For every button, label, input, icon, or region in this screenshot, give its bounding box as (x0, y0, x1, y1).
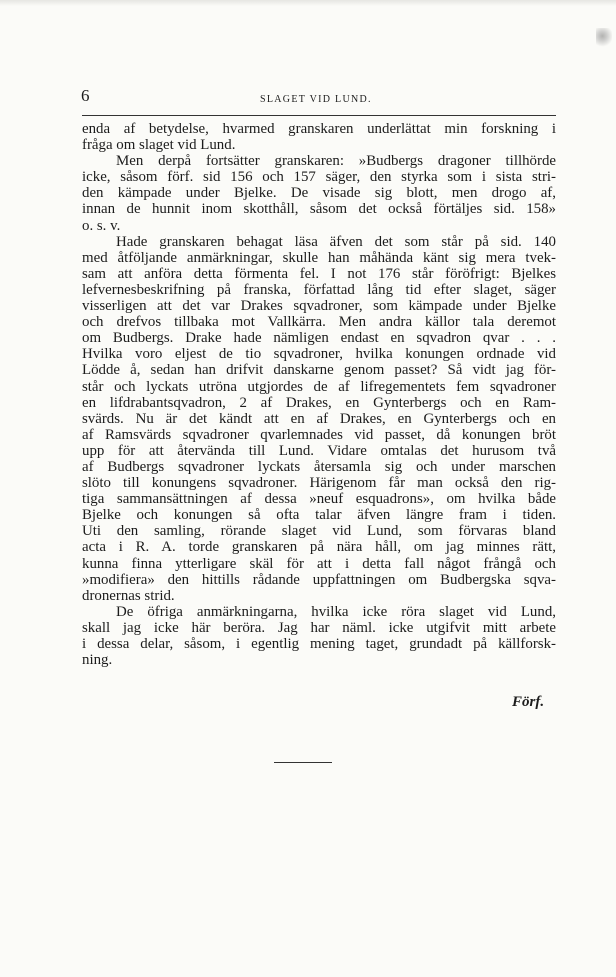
text-line: om Budbergs. Drake hade nämligen endast en sqvadron qvar . . . (82, 330, 556, 347)
text-line: Bjelke och konungen så ofta talar äfven längre fram i tiden. (82, 507, 556, 524)
text-line: Lödde å, sedan han drifvit danskarne genom passet? Så vidt jag för- (82, 362, 556, 379)
text-line: acta i R. A. torde granskaren på nära håll, om jag minnes rätt, (82, 539, 556, 556)
text-line: sam att anföra detta förmenta fel. I not 176 står föröfrigt: Bjelkes (82, 265, 556, 282)
text-line: med åtföljande anmärkningar, skulle han måhända känt sig mera tvek- (82, 249, 556, 266)
text-line: kunna finna ytterligare skäl för att i detta fall något frångå och (82, 555, 556, 572)
text-line: o. s. v. (82, 217, 121, 234)
text-line: och drefvos tillbaka mot Vallkärra. Men andra källor tala deremot (82, 314, 556, 331)
text-line: icke, såsom förf. sid 156 och 157 säger, den styrka som i sista stri- (82, 169, 556, 186)
text-line: en lifdrabantsqvadron, 2 af Drakes, en Gynterbergs och en Ram- (82, 394, 556, 411)
text-line: i dessa delar, såsom, i egentlig mening taget, grundadt på källforsk- (82, 636, 556, 652)
text-line: Hade granskaren behagat läsa äfven det som står på sid. 140 (116, 233, 556, 250)
text-line: af Ramsvärds sqvadroner qvarlemnades vid passet, då konungen bröt (82, 426, 556, 443)
scan-speck (596, 28, 612, 48)
text-line: De öfriga anmärkningarna, hvilka icke röra slaget vid Lund, (116, 603, 556, 620)
text-line: af Budbergs sqvadroner lyckats återsamla sig och under marschen (82, 458, 556, 475)
text-line: tiga sammansättningen af dessa »neuf esquadrons», om hvilka både (82, 491, 556, 508)
text-line: svärds. Nu är det kändt att en af Drakes, en Gynterbergs och en (82, 410, 556, 427)
text-line: Men derpå fortsätter granskaren: »Budbergs dragoner tillhörde (116, 153, 556, 170)
text-line: innan de hunnit inom skotthåll, såsom det också förtäljes sid. 158» (82, 201, 556, 218)
scan-edge (0, 0, 616, 6)
author-signature: Förf. (512, 694, 545, 710)
running-title: SLAGET VID LUND. (260, 94, 372, 105)
text-line: skall jag icke här beröra. Jag har näml. icke utgifvit mitt arbete (82, 619, 556, 636)
text-line: enda af betydelse, hvarmed granskaren underlättat min forskning i (82, 121, 556, 137)
text-line: dronernas strid. (82, 587, 175, 604)
end-rule (274, 762, 332, 763)
text-line: står och lyckats utröna utgjordes de af lifregementets fem sqvadroner (82, 378, 556, 395)
body-text (82, 121, 556, 668)
text-line: ning. (82, 652, 113, 669)
page-number: 6 (81, 86, 90, 105)
text-line: Uti den samling, rörande slaget vid Lund, som förvaras bland (82, 523, 556, 540)
header-rule (82, 115, 556, 116)
text-line: Hvilka voro eljest de tio sqvadroner, hvilka konungen ordnade vid (82, 346, 556, 363)
text-line: den kämpade under Bjelke. De visade sig blott, men drogo af, (82, 185, 556, 202)
text-line: upp för att återvända till Lund. Vidare omtalas det hurusom två (82, 442, 556, 459)
text-line: »modifiera» den hittills rådande uppfattningen om Budbergska sqva- (82, 571, 556, 588)
text-line: fråga om slaget vid Lund. (82, 137, 236, 154)
text-line: slöto till konungens sqvadroner. Härigenom får man också den rig- (82, 475, 556, 492)
text-line: visserligen att det var Drakes sqvadroner, som kämpade under Bjelke (82, 298, 556, 315)
text-line: lefvernesbeskrifning på franska, författad lång tid efter slaget, säger (82, 281, 556, 298)
